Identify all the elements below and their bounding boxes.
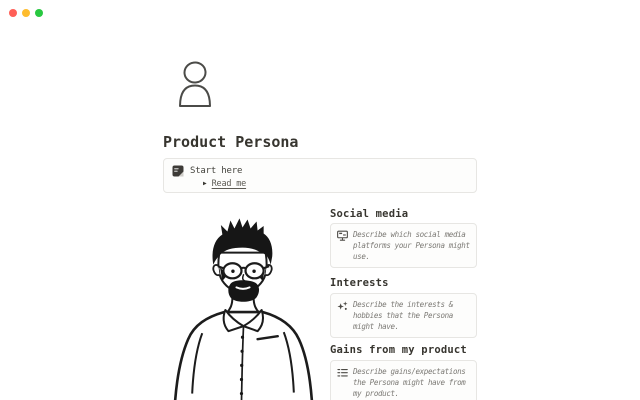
gains-callout[interactable] [330, 360, 477, 400]
window-controls [9, 9, 43, 17]
section-heading-social-media: Social media [330, 208, 409, 220]
zoom-window-button[interactable] [35, 9, 43, 17]
sparkles-icon [337, 300, 348, 312]
start-here-callout[interactable] [163, 158, 477, 193]
section-heading-gains: Gains from my product [330, 344, 467, 356]
persona-man-illustration [164, 212, 320, 400]
person-outline-icon[interactable] [176, 61, 214, 108]
interests-callout[interactable] [330, 293, 477, 338]
toggle-triangle-icon[interactable]: ▶ [203, 180, 207, 187]
gains-description: Describe gains/expectations the Persona might have from my product. [353, 367, 466, 398]
computer-icon [337, 230, 348, 242]
minimize-window-button[interactable] [22, 9, 30, 17]
memo-icon [172, 165, 184, 177]
interests-description: Describe the interests & hobbies that the Persona might have. [353, 300, 453, 331]
social-media-description: Describe which social media platforms your Persona might use. [353, 230, 470, 261]
start-here-label: Start here [190, 166, 243, 176]
social-media-callout[interactable] [330, 223, 477, 268]
list-icon [337, 367, 348, 379]
section-heading-interests: Interests [330, 277, 389, 289]
page-title: Product Persona [163, 133, 299, 151]
read-me-link[interactable]: Read me [211, 179, 247, 189]
close-window-button[interactable] [9, 9, 17, 17]
